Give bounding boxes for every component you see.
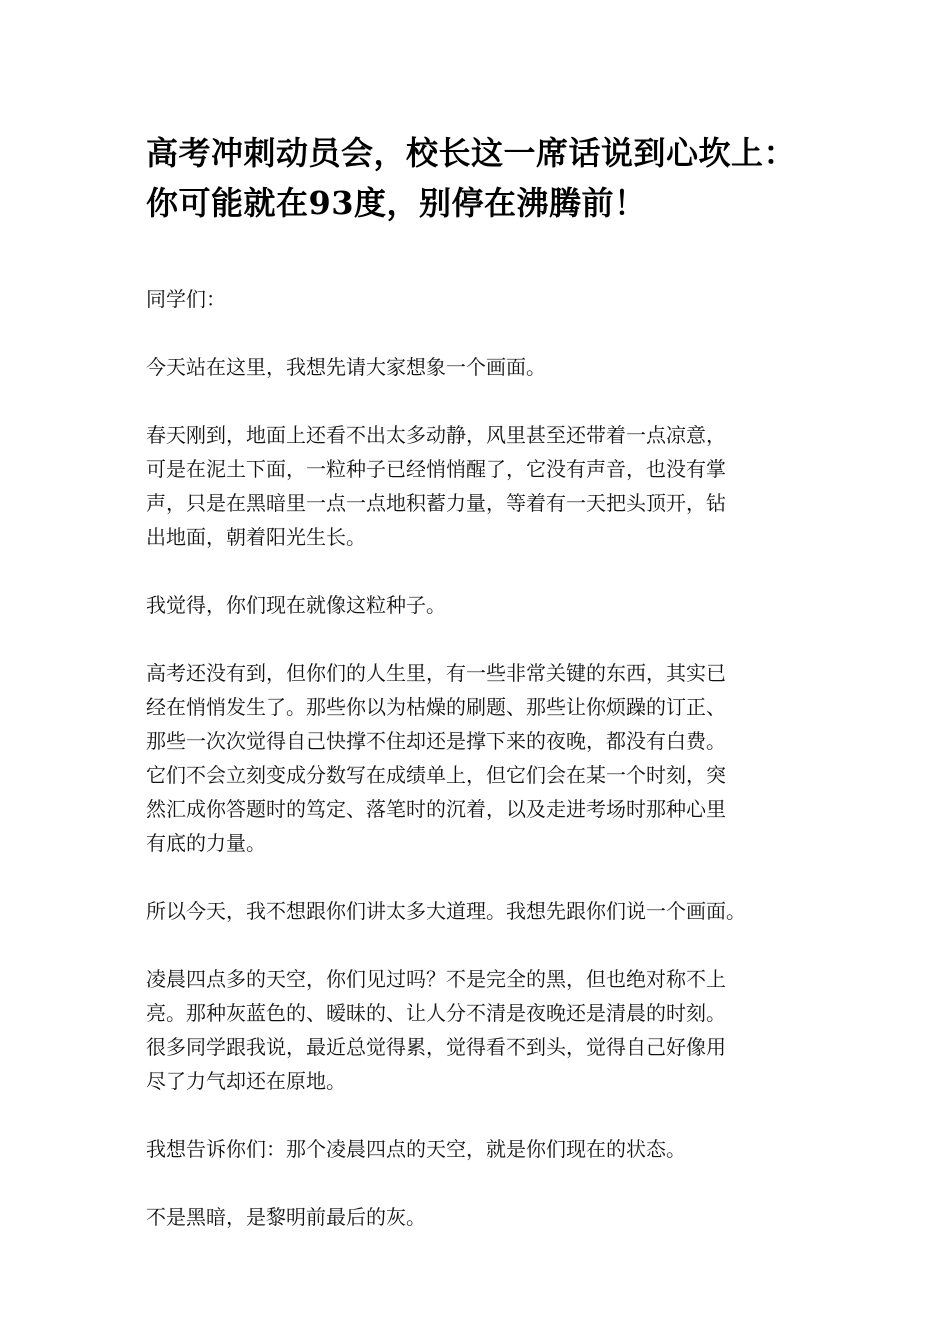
paragraph: 我觉得，你们现在就像这粒种子。	[146, 593, 446, 617]
paragraph: 不是黑暗，是黎明前最后的灰。	[146, 1205, 426, 1229]
document-body	[146, 282, 806, 1234]
paragraph: 凌晨四点多的天空，你们见过吗？不是完全的黑，但也绝对称不上 亮。那种灰蓝色的、暧昧的、让人分不清是夜晚还是清晨的时刻。 很多同学跟我说，最近总觉得累，觉得看不到头，觉得自己好像用 尽了力气却还在原地。	[146, 967, 726, 1093]
paragraph-greeting: 同学们：	[146, 287, 226, 311]
paragraph: 我想告诉你们：那个凌晨四点的天空，就是你们现在的状态。	[146, 1137, 686, 1161]
paragraph: 春天刚到，地面上还看不出太多动静，风里甚至还带着一点凉意， 可是在泥土下面，一粒种子已经悄悄醒了，它没有声音，也没有掌 声，只是在黑暗里一点一点地积蓄力量，等着有一天把头顶开，钻 出地面，朝着阳光生长。	[146, 423, 726, 549]
paragraph: 所以今天，我不想跟你们讲太多大道理。我想先跟你们说一个画面。	[146, 899, 746, 923]
paragraph: 高考还没有到，但你们的人生里，有一些非常关键的东西，其实已 经在悄悄发生了。那些你以为枯燥的刷题、那些让你烦躁的订正、 那些一次次觉得自己快撑不住却还是撑下来的夜晚，都没有白费。 它们不会立刻变成分数写在成绩单上，但它们会在某一个时刻，突 然汇成你答题时的笃定、落笔时的沉着，以及走进考场时那种心里 有底的力量。	[146, 661, 726, 855]
document-title: 高考冲刺动员会，校长这一席话说到心坎上：你可能就在93度，别停在沸腾前！	[146, 134, 797, 222]
document-content	[146, 128, 806, 1268]
paragraph: 今天站在这里，我想先请大家想象一个画面。	[146, 355, 546, 379]
